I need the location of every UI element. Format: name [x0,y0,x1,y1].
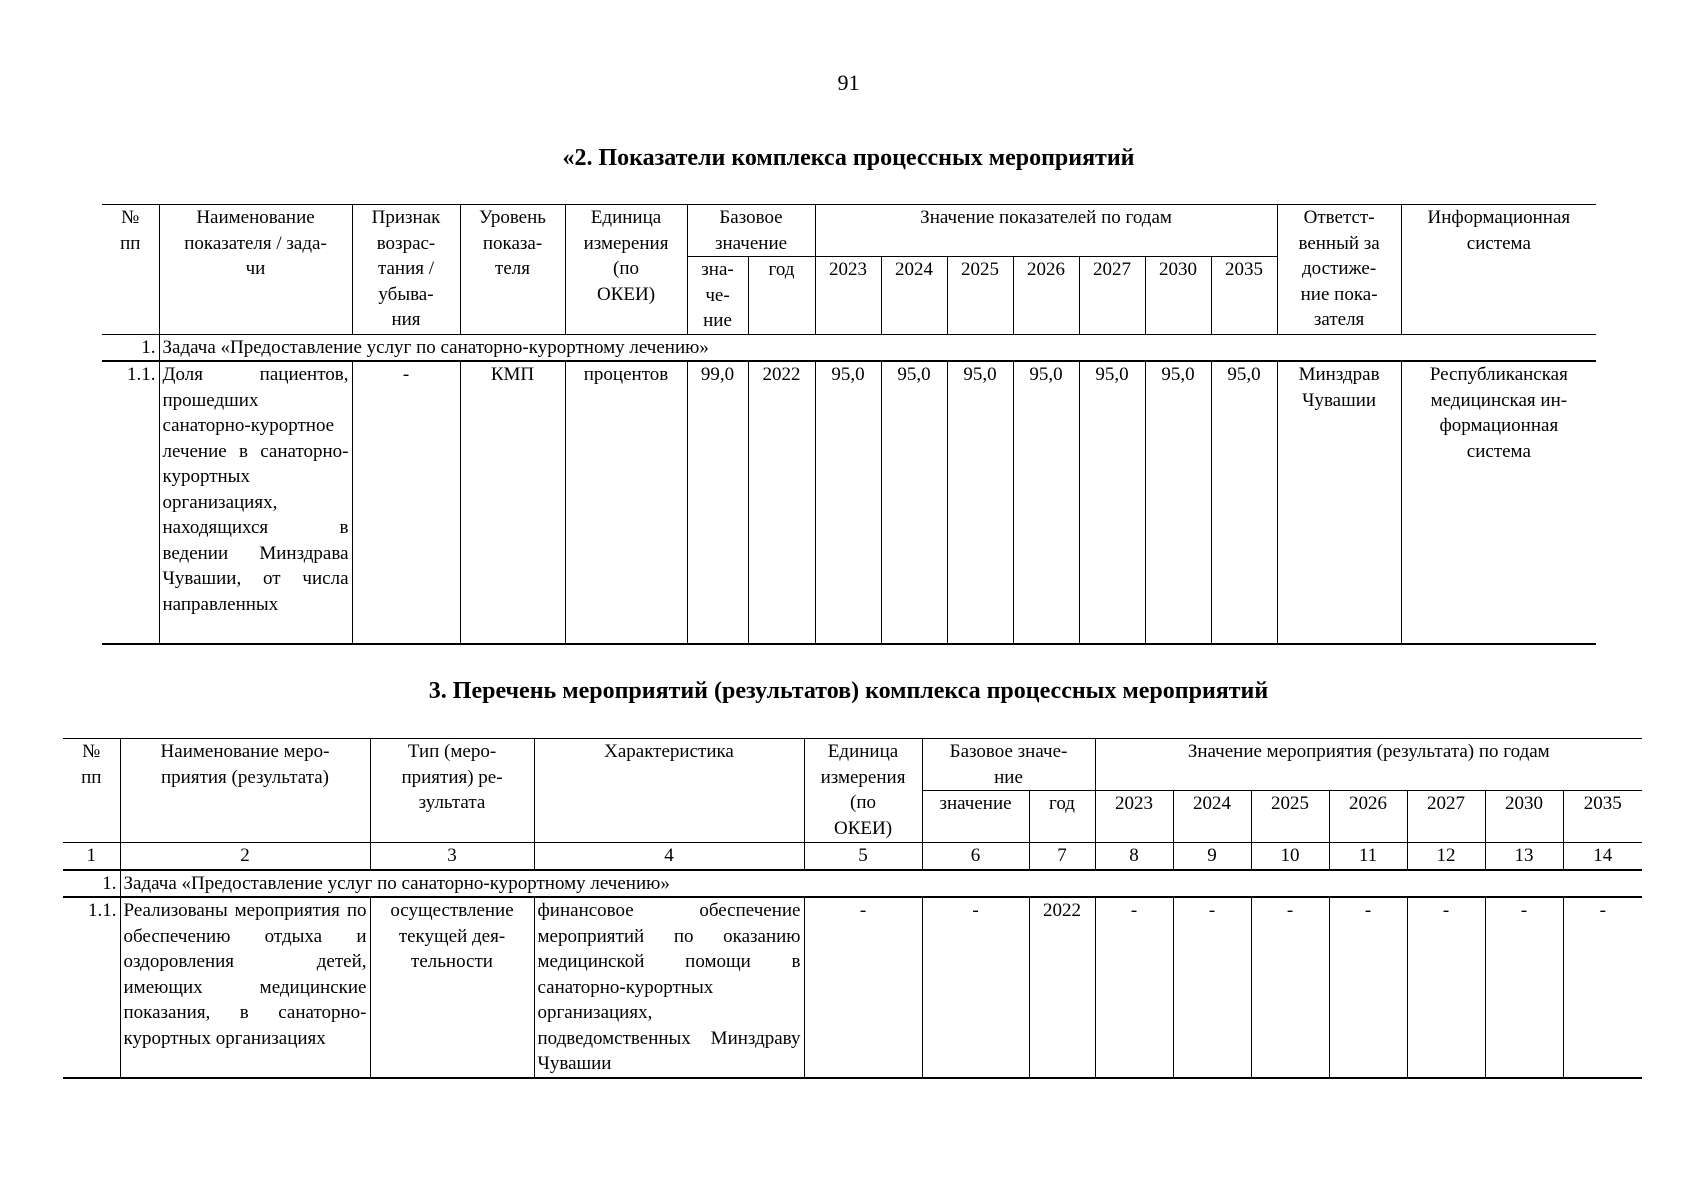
row-characteristic: финансовое обеспечение мероприятий по оказанию медицинской помощи в санаторно-курортных организациях, подведомственных Минздраву Чувашии [534,897,804,1078]
header-base: Базовое значение [687,205,815,257]
row-sign: - [352,361,460,644]
col-number: 2 [120,843,370,870]
col-number: 11 [1329,843,1407,870]
indicators-table [102,204,1596,645]
task-num: 1. [63,870,120,898]
header-year-2023: 2023 [1095,791,1173,843]
header-type: Тип (меро- приятия) ре- зультата [370,739,534,843]
header-year-2024: 2024 [1173,791,1251,843]
header-base-year: год [748,257,815,335]
header-name: Наименование показателя / зада- чи [159,205,352,335]
row-level: КМП [460,361,565,644]
header-base-year: год [1029,791,1095,843]
row-unit: процентов [565,361,687,644]
header-unit: Единица измерения (по ОКЕИ) [565,205,687,335]
col-number: 13 [1485,843,1563,870]
header-info-system: Информационная система [1401,205,1596,335]
row-num: 1.1. [63,897,120,1078]
row-value-2024: 95,0 [881,361,947,644]
header-year-2035: 2035 [1211,257,1277,335]
row-unit: - [804,897,922,1078]
col-number: 4 [534,843,804,870]
row-value-2026: - [1329,897,1407,1078]
row-value-2027: 95,0 [1079,361,1145,644]
header-year-2027: 2027 [1079,257,1145,335]
row-value-2030: - [1485,897,1563,1078]
header-year-2027: 2027 [1407,791,1485,843]
task-text: Задача «Предоставление услуг по санаторно-курортному лечению» [120,870,1642,898]
page-number: 91 [837,70,860,95]
col-number: 14 [1563,843,1642,870]
col-number: 10 [1251,843,1329,870]
row-value-2024: - [1173,897,1251,1078]
header-years-group: Значение мероприятия (результата) по годам [1095,739,1642,791]
header-year-2025: 2025 [947,257,1013,335]
header-year-2025: 2025 [1251,791,1329,843]
col-number: 5 [804,843,922,870]
header-unit: Единица измерения (по ОКЕИ) [804,739,922,843]
col-number: 12 [1407,843,1485,870]
row-base-year: 2022 [1029,897,1095,1078]
row-base-year: 2022 [748,361,815,644]
row-value-2025: - [1251,897,1329,1078]
row-value-2026: 95,0 [1013,361,1079,644]
row-name: Реализованы мероприятия по обеспечению отдыха и оздоровления детей, имеющих медицинские показания, в санаторно-курортных организациях [120,897,370,1078]
header-base-value: зна- че- ние [687,257,748,335]
row-value-2030: 95,0 [1145,361,1211,644]
header-num: № пп [102,205,159,335]
section-2-title: «2. Показатели комплекса процессных мероприятий [562,145,1135,171]
col-number: 7 [1029,843,1095,870]
header-characteristic: Характеристика [534,739,804,843]
col-number: 6 [922,843,1029,870]
header-year-2026: 2026 [1329,791,1407,843]
section-3-title: 3. Перечень мероприятий (результатов) комплекса процессных мероприятий [428,678,1269,704]
header-year-2024: 2024 [881,257,947,335]
header-name: Наименование меро- приятия (результата) [120,739,370,843]
row-value-2035: 95,0 [1211,361,1277,644]
header-base: Базовое значе- ние [922,739,1095,791]
row-value-2023: - [1095,897,1173,1078]
col-number: 9 [1173,843,1251,870]
row-value-2023: 95,0 [815,361,881,644]
header-base-value: значение [922,791,1029,843]
task-num: 1. [102,334,159,361]
row-responsible: Минздрав Чувашии [1277,361,1401,644]
row-value-2025: 95,0 [947,361,1013,644]
row-value-2027: - [1407,897,1485,1078]
row-value-2035: - [1563,897,1642,1078]
header-level: Уровень показа- теля [460,205,565,335]
header-num: № пп [63,739,120,843]
row-name: Доля пациентов, прошедших санаторно-курортное лечение в санаторно-курортных организациях, находящихся в ведении Минздрава Чувашии, от числа направленных [159,361,352,644]
header-year-2035: 2035 [1563,791,1642,843]
task-text: Задача «Предоставление услуг по санаторно-курортному лечению» [159,334,1596,361]
col-number: 8 [1095,843,1173,870]
header-year-2026: 2026 [1013,257,1079,335]
row-num: 1.1. [102,361,159,644]
row-base-value: - [922,897,1029,1078]
row-info-system: Республиканская медицинская ин- формационная система [1401,361,1596,644]
col-number: 1 [63,843,120,870]
header-year-2030: 2030 [1485,791,1563,843]
row-base-value: 99,0 [687,361,748,644]
header-sign: Признак возрас- тания / убыва- ния [352,205,460,335]
row-type: осуществление текущей дея- тельности [370,897,534,1078]
header-responsible: Ответст- венный за достиже- ние пока- зателя [1277,205,1401,335]
col-number: 3 [370,843,534,870]
header-year-2023: 2023 [815,257,881,335]
header-years-group: Значение показателей по годам [815,205,1277,257]
activities-table [63,738,1642,1079]
header-year-2030: 2030 [1145,257,1211,335]
